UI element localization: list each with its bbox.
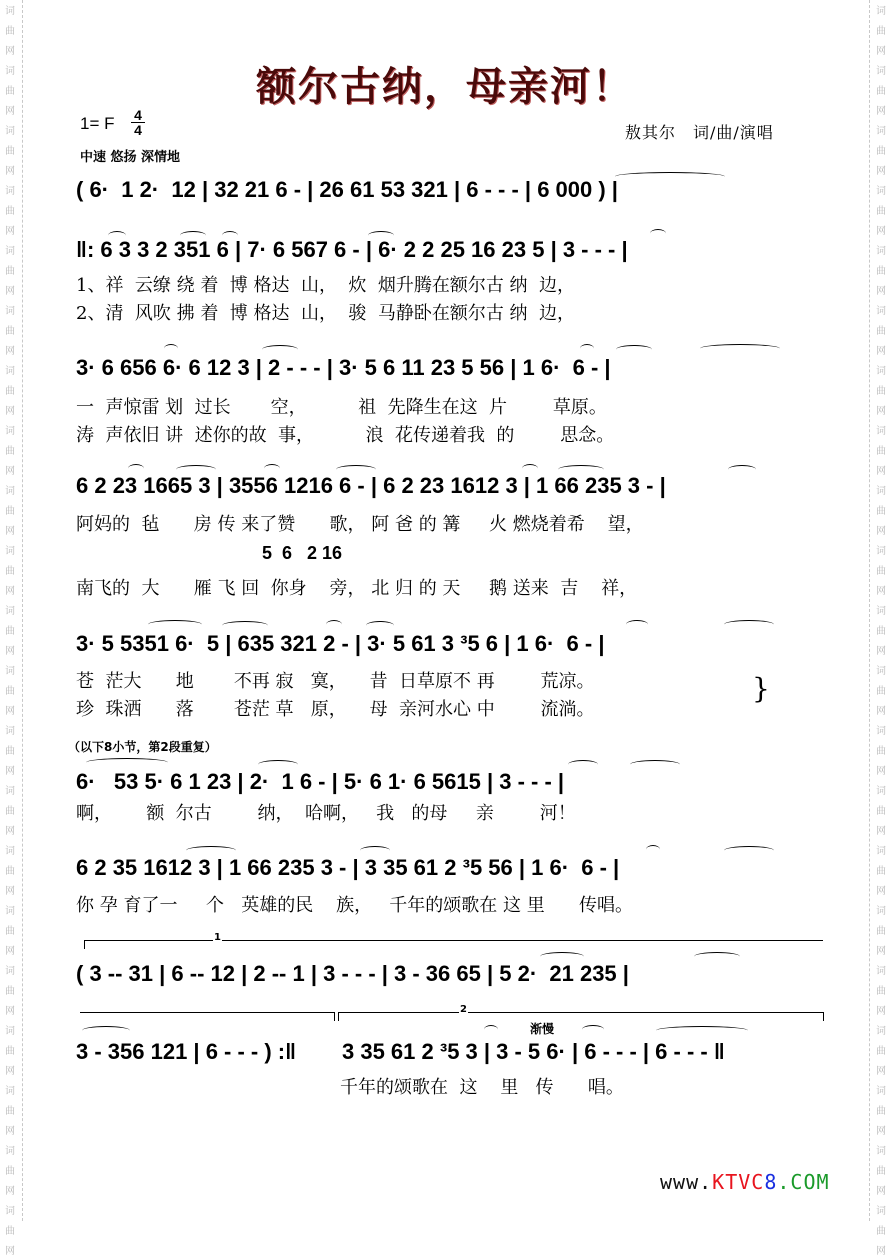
watermark-char: 网 (5, 1006, 15, 1017)
watermark-char: 曲 (5, 146, 15, 157)
watermark-char: 网 (876, 946, 886, 957)
watermark-char: 曲 (5, 206, 15, 217)
watermark-char: 曲 (876, 446, 886, 457)
watermark-char: 词 (876, 126, 886, 137)
watermark-char: 曲 (876, 26, 886, 37)
watermark-char: 网 (876, 346, 886, 357)
watermark-char: 网 (5, 1126, 15, 1137)
watermark-char: 曲 (876, 506, 886, 517)
watermark-char: 词 (5, 486, 15, 497)
watermark-char: 曲 (5, 266, 15, 277)
watermark-char: 曲 (5, 506, 15, 517)
first-ending-bracket-continued (80, 1012, 335, 1021)
watermark-char: 曲 (876, 566, 886, 577)
tie-mark (615, 172, 725, 181)
watermark-char: 曲 (876, 626, 886, 637)
watermark-char: 网 (5, 226, 15, 237)
watermark-char: 词 (876, 606, 886, 617)
watermark-char: 网 (5, 526, 15, 537)
first-ending-bracket (84, 932, 823, 949)
watermark-char: 网 (876, 166, 886, 177)
watermark-char: 网 (5, 286, 15, 297)
watermark-char: 词 (5, 186, 15, 197)
watermark-char: 曲 (876, 1106, 886, 1117)
watermark-char: 词 (5, 426, 15, 437)
score-line-7-notes: 6 2 35 1612 3 | 1 66 235 3 - | 3 35 61 2 ³5 56 | 1 6· 6 - | (76, 855, 620, 880)
watermark-char: 网 (876, 1066, 886, 1077)
lyrics-line-3-verse-1: 一 声惊雷 划 过长 空， 祖 先降生在这 片 草原。 (76, 397, 607, 418)
time-signature-top: 4 (134, 107, 142, 123)
lyrics-line-3-verse-2: 涛 声依旧 讲 述你的故 事， 浪 花传递着我 的 思念。 (76, 425, 615, 446)
watermark-char: 网 (876, 1006, 886, 1017)
watermark-char: 网 (5, 346, 15, 357)
watermark-char: 网 (5, 1246, 15, 1257)
lyrics-line-2-verse-2: 2、清 风吹 拂 着 博 格达 山， 骏 马静卧在额尔古 纳 边， (76, 303, 575, 324)
url-part: KTVC (712, 1170, 765, 1194)
watermark-char: 曲 (876, 926, 886, 937)
watermark-char: 曲 (876, 806, 886, 817)
watermark-char: 曲 (5, 26, 15, 37)
score-line-9-notes-b: 3 35 61 2 ³5 3 | 3 - 5 6· | 6 - - - | 6 - - - ‖ (342, 1039, 725, 1064)
verse-brace: } (752, 672, 770, 705)
watermark-char: 词 (876, 186, 886, 197)
watermark-char: 网 (876, 526, 886, 537)
watermark-char: 词 (876, 966, 886, 977)
watermark-char: 曲 (876, 86, 886, 97)
watermark-char: 曲 (876, 386, 886, 397)
watermark-char: 曲 (5, 926, 15, 937)
watermark-char: 词 (876, 786, 886, 797)
lyrics-line-4-verse-2: 南飞的 大 雁 飞 回 你身 旁， 北 归 的 天 鹅 送来 吉 祥， (76, 578, 638, 599)
repeat-remark: （以下8小节，第2段重复） (68, 740, 217, 754)
lyrics-line-5-verse-1: 苍 茫大 地 不再 寂 寞， 昔 日草原不 再 荒凉。 (76, 671, 595, 692)
time-signature (131, 108, 145, 137)
watermark-char: 曲 (876, 686, 886, 697)
watermark-char: 曲 (5, 446, 15, 457)
watermark-char: 词 (5, 306, 15, 317)
watermark-char: 网 (876, 586, 886, 597)
variant-notes: 5 6 2 16 (262, 543, 343, 563)
watermark-char: 网 (5, 706, 15, 717)
slur-mark (484, 1025, 498, 1034)
lyrics-line-4-verse-1: 阿妈的 毡 房 传 来了赞 歌， 阿 爸 的 篝 火 燃烧着希 望， (76, 514, 644, 535)
watermark-char: 曲 (5, 986, 15, 997)
watermark-char: 网 (5, 646, 15, 657)
watermark-char: 网 (876, 1246, 886, 1257)
watermark-char: 词 (5, 906, 15, 917)
watermark-char: 词 (5, 666, 15, 677)
site-watermark-url (660, 1170, 830, 1194)
lyrics-line-2-verse-1: 1、祥 云缭 绕 着 博 格达 山， 炊 烟升腾在额尔古 纳 边， (76, 275, 575, 296)
watermark-char: 词 (5, 1086, 15, 1097)
watermark-char: 曲 (5, 1046, 15, 1057)
watermark-char: 曲 (5, 86, 15, 97)
watermark-char: 曲 (876, 146, 886, 157)
watermark-char: 网 (5, 1186, 15, 1197)
watermark-char: 曲 (876, 1226, 886, 1237)
watermark-char: 网 (876, 466, 886, 477)
watermark-char: 网 (5, 406, 15, 417)
watermark-char: 网 (876, 226, 886, 237)
watermark-char: 词 (5, 66, 15, 77)
watermark-char: 词 (5, 126, 15, 137)
watermark-char: 词 (5, 726, 15, 737)
watermark-char: 曲 (5, 1166, 15, 1177)
watermark-char: 网 (5, 166, 15, 177)
score-line-6-notes: 6· 53 5· 6 1 23 | 2· 1 6 - | 5· 6 1· 6 5615 | 3 - - - | (76, 769, 565, 794)
watermark-char: 曲 (5, 386, 15, 397)
watermark-char: 曲 (876, 866, 886, 877)
watermark-char: 词 (5, 1146, 15, 1157)
tempo-change-rit: 渐慢 (530, 1022, 555, 1036)
url-part: www. (660, 1170, 713, 1194)
watermark-char: 曲 (876, 266, 886, 277)
watermark-char: 网 (5, 766, 15, 777)
second-ending-number: 2 (460, 1004, 467, 1015)
watermark-char: 词 (876, 906, 886, 917)
time-signature-bottom: 4 (134, 122, 142, 138)
score-line-4-notes: 6 2 23 1665 3 | 3556 1216 6 - | 6 2 23 1612 3 | 1 66 235 3 - | (76, 473, 666, 498)
watermark-char: 网 (5, 586, 15, 597)
watermark-char: 网 (5, 466, 15, 477)
left-watermark-strip (0, 0, 23, 1257)
watermark-char: 网 (876, 826, 886, 837)
watermark-char: 网 (876, 706, 886, 717)
watermark-char: 词 (5, 1026, 15, 1037)
watermark-char: 曲 (5, 806, 15, 817)
watermark-char: 词 (876, 1086, 886, 1097)
watermark-char: 词 (876, 426, 886, 437)
watermark-char: 曲 (876, 746, 886, 757)
watermark-char: 词 (876, 1206, 886, 1217)
watermark-char: 词 (5, 6, 15, 17)
watermark-char: 曲 (876, 206, 886, 217)
watermark-char: 网 (876, 1126, 886, 1137)
watermark-char: 曲 (5, 1106, 15, 1117)
song-title: 额尔古纳，母亲河！ (256, 64, 634, 110)
watermark-char: 词 (876, 1146, 886, 1157)
watermark-char: 词 (5, 546, 15, 557)
watermark-char: 词 (5, 606, 15, 617)
watermark-char: 网 (5, 106, 15, 117)
url-part: 8 (764, 1170, 778, 1194)
watermark-char: 网 (5, 46, 15, 57)
watermark-char: 曲 (5, 326, 15, 337)
lyrics-line-6: 啊， 额 尔古 纳， 哈啊， 我 的母 亲 河！ (76, 803, 576, 824)
composer-credit: 敖其尔 词/曲/演唱 (625, 123, 774, 142)
watermark-char: 网 (876, 286, 886, 297)
watermark-char: 词 (876, 66, 886, 77)
watermark-char: 网 (876, 766, 886, 777)
watermark-char: 网 (876, 46, 886, 57)
watermark-char: 网 (876, 886, 886, 897)
score-line-3-notes: 3· 6 656 6· 6 12 3 | 2 - - - | 3· 5 6 11 23 5 56 | 1 6· 6 - | (76, 355, 611, 380)
lyrics-line-7: 你 孕 育了一 个 英雄的民 族， 千年的颂歌在 这 里 传唱。 (76, 895, 634, 916)
watermark-char: 词 (5, 966, 15, 977)
watermark-char: 词 (876, 1026, 886, 1037)
slur-mark (82, 1026, 130, 1035)
second-ending-bracket (338, 1004, 824, 1021)
watermark-char: 曲 (876, 986, 886, 997)
watermark-char: 网 (876, 1186, 886, 1197)
watermark-char: 网 (5, 1066, 15, 1077)
watermark-char: 词 (5, 1206, 15, 1217)
watermark-char: 网 (5, 886, 15, 897)
watermark-char: 网 (876, 406, 886, 417)
watermark-char: 网 (5, 826, 15, 837)
watermark-char: 词 (5, 846, 15, 857)
lyrics-line-5-verse-2: 珍 珠洒 落 苍茫 草 原， 母 亲河水心 中 流淌。 (76, 699, 595, 720)
watermark-char: 曲 (5, 746, 15, 757)
score-line-5-notes: 3· 5 5351 6· 5 | 635 321 2 - | 3· 5 61 3 ³5 6 | 1 6· 6 - | (76, 631, 605, 656)
watermark-char: 词 (876, 306, 886, 317)
slur-mark (582, 1025, 604, 1034)
score-line-1-notes: ( 6· 1 2· 12 | 32 21 6 - | 26 61 53 321 | 6 - - - | 6 000 ) | (76, 177, 618, 202)
key-signature: 1= F (80, 114, 115, 133)
watermark-char: 曲 (876, 326, 886, 337)
watermark-char: 网 (876, 106, 886, 117)
watermark-char: 词 (5, 786, 15, 797)
watermark-char: 曲 (5, 1226, 15, 1237)
tie-mark (656, 1026, 748, 1035)
watermark-char: 曲 (876, 1046, 886, 1057)
watermark-char: 词 (5, 366, 15, 377)
right-watermark-strip (869, 0, 890, 1257)
watermark-char: 网 (5, 946, 15, 957)
score-line-2-notes: ‖: 6 3 3 2 351 6 | 7· 6 567 6 - | 6· 2 2 25 16 23 5 | 3 - - - | (76, 237, 628, 262)
watermark-char: 词 (876, 366, 886, 377)
watermark-char: 词 (876, 6, 886, 17)
watermark-char: 词 (876, 666, 886, 677)
url-part: .COM (777, 1170, 830, 1194)
tempo-marking: 中速 悠扬 深情地 (80, 150, 181, 165)
watermark-char: 词 (876, 246, 886, 257)
watermark-char: 词 (876, 486, 886, 497)
first-ending-number: 1 (214, 932, 221, 943)
watermark-char: 网 (876, 646, 886, 657)
watermark-char: 词 (5, 246, 15, 257)
lyrics-line-9: 千年的颂歌在 这 里 传 唱。 (340, 1077, 624, 1098)
watermark-char: 曲 (5, 866, 15, 877)
watermark-char: 曲 (5, 626, 15, 637)
score-line-8-notes: ( 3 -- 31 | 6 -- 12 | 2 -- 1 | 3 - - - | 3 - 36 65 | 5 2· 21 235 | (76, 961, 629, 986)
watermark-char: 曲 (876, 1166, 886, 1177)
watermark-char: 词 (876, 726, 886, 737)
watermark-char: 曲 (5, 566, 15, 577)
watermark-char: 曲 (5, 686, 15, 697)
watermark-char: 词 (876, 546, 886, 557)
score-line-9-notes-a: 3 - 356 121 | 6 - - - ) :‖ (76, 1039, 297, 1064)
watermark-char: 词 (876, 846, 886, 857)
